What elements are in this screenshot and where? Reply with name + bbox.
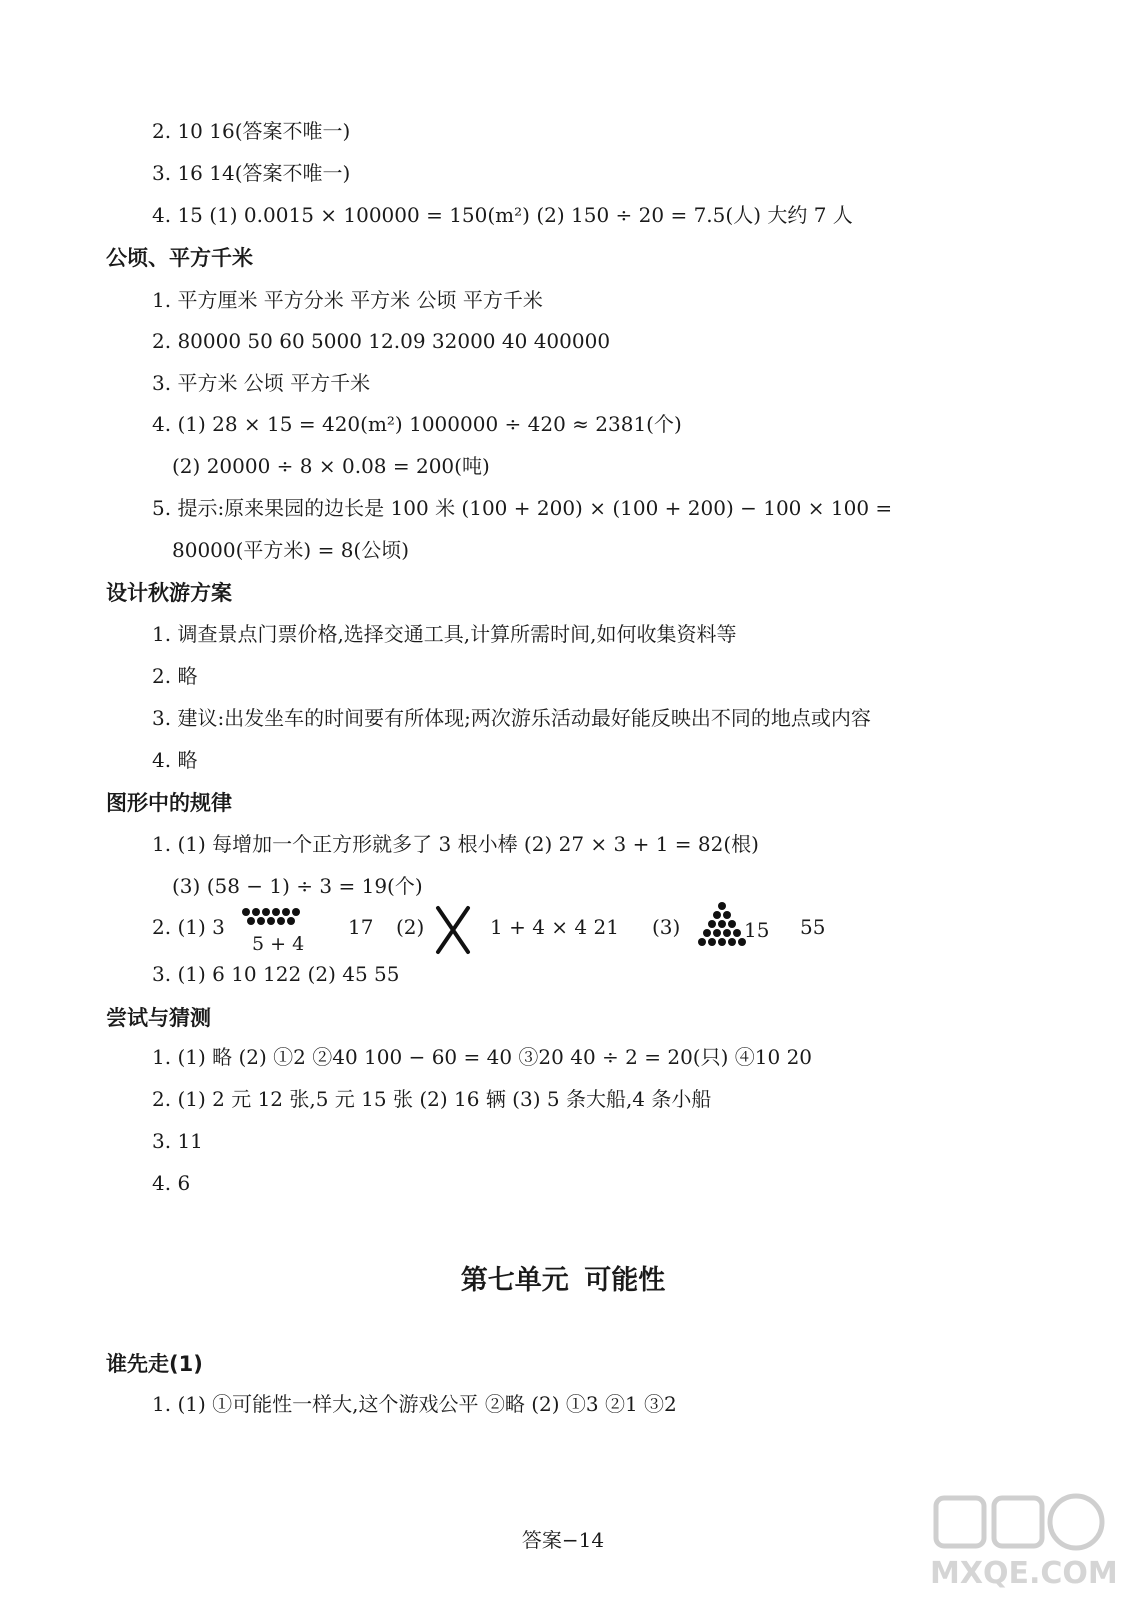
dot-row-figure [240,906,312,928]
answer-line: 1. (1) 每增加一个正方形就多了 3 根小棒 (2) 27 × 3 + 1 = 82(根) [152,832,759,856]
answer-line: 80000(平方米) = 8(公顷) [172,538,410,562]
pattern-part-label: (3) [652,915,681,939]
watermark [930,1490,1118,1591]
section-heading: 尝试与猜测 [106,1006,211,1030]
pattern-answer: 55 [800,915,826,939]
section-heading: 公顷、平方千米 [106,246,253,270]
answer-line: 2. 80000 50 60 5000 12.09 32000 40 400000 [152,329,611,353]
page-footer: 答案−14 [521,1528,605,1552]
answer-line: 4. (1) 28 × 15 = 420(m²) 1000000 ÷ 420 ≈ 2381(个) [152,412,682,436]
answer-line: 3. 16 14(答案不唯一) [152,161,351,185]
answer-line: 2. 略 [152,664,198,688]
pattern-answer: 1 + 4 × 4 21 [490,915,619,939]
pattern-lead: 2. (1) 3 [152,915,225,939]
answer-line: 4. 6 [152,1171,191,1195]
x-figure [432,904,474,956]
watermark-text: MXQE.COM [930,1556,1118,1591]
section-heading: 图形中的规律 [106,791,232,815]
dot-row-caption: 5 + 4 [252,933,305,955]
answer-line: 2. (1) 2 元 12 张,5 元 15 张 (2) 16 辆 (3) 5 条大船,4 条小船 [152,1087,712,1111]
answer-line: 1. 平方厘米 平方分米 平方米 公顷 平方千米 [152,288,543,312]
pattern-answer: 15 [744,918,770,942]
answer-line: 3. 建议:出发坐车的时间要有所体现;两次游乐活动最好能反映出不同的地点或内容 [152,706,871,730]
section-heading: 设计秋游方案 [106,581,232,605]
answer-line: 5. 提示:原来果园的边长是 100 米 (100 + 200) × (100 + 200) − 100 × 100 = [152,496,893,520]
section-heading: 谁先走(1) [106,1352,203,1376]
answer-line: 3. (1) 6 10 122 (2) 45 55 [152,962,400,986]
dot-triangle-figure [694,900,750,950]
pattern-part-label: (2) [396,915,425,939]
answer-line: 4. 略 [152,748,198,772]
answer-stamp-logo-icon [930,1490,1110,1556]
answer-line: 2. 10 16(答案不唯一) [152,119,351,143]
answer-line: 1. 调查景点门票价格,选择交通工具,计算所需时间,如何收集资料等 [152,622,737,646]
answer-line: 1. (1) 略 (2) ①2 ②40 100 − 60 = 40 ③20 40 ÷ 2 = 20(只) ④10 20 [152,1045,813,1069]
answer-line: 3. 11 [152,1129,203,1153]
answer-line: 4. 15 (1) 0.0015 × 100000 = 150(m²) (2) 150 ÷ 20 = 7.5(人) 大约 7 人 [152,203,853,227]
answer-line: (3) (58 − 1) ÷ 3 = 19(个) [172,874,423,898]
answer-line: 3. 平方米 公顷 平方千米 [152,371,371,395]
answer-line: (2) 20000 ÷ 8 × 0.08 = 200(吨) [172,454,490,478]
chapter-title: 第七单元 可能性 [460,1265,666,1296]
pattern-answer: 17 [348,915,374,939]
answer-line: 1. (1) ①可能性一样大,这个游戏公平 ②略 (2) ①3 ②1 ③2 [152,1392,677,1416]
